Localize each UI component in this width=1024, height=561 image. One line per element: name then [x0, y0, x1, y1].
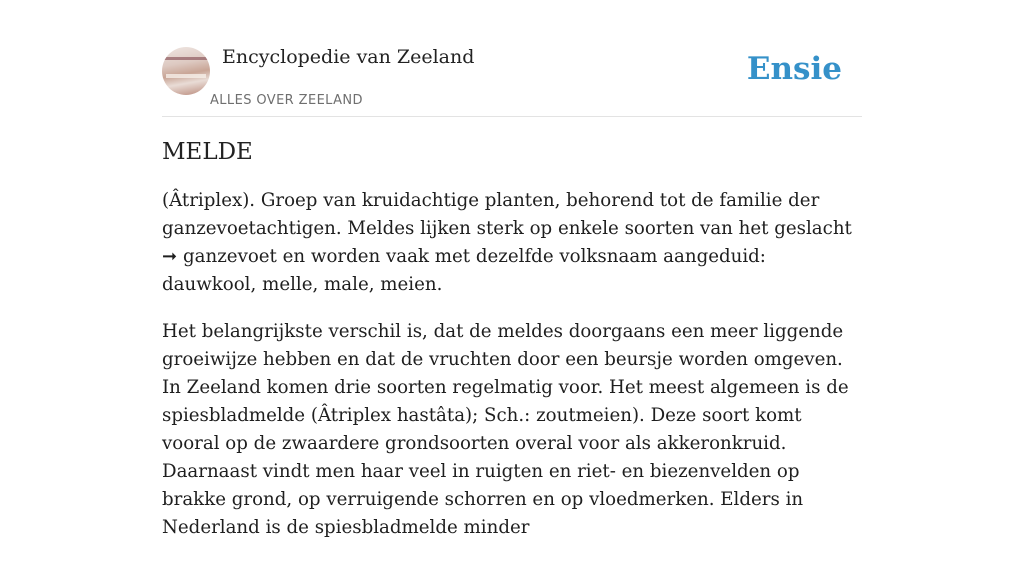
article [162, 139, 862, 561]
article-paragraph: Het belangrijkste verschil is, dat de meldes doorgaans een meer liggende groeiwijze hebben en dat de vruchten door een beursje worden omgeven. In Zeeland komen drie soorten regelmatig voor. Het meest algemeen is de spiesbladmelde (Âtriplex hastâta); Sch.: zoutmeien). Deze soort komt vooral op de zwaardere grondsoorten overal voor als akkeronkruid. Daarnaast vindt men haar veel in ruigten en riet- en biezenvelden op brakke grond, op verruigende schorren en op vloedmerken. Elders in Nederland is de spiesbladmelde minder [162, 321, 849, 538]
article-title: MELDE [162, 139, 253, 165]
site-title[interactable]: Encyclopedie van Zeeland [222, 46, 475, 68]
brand-logo[interactable]: Ensie [746, 51, 842, 87]
article-paragraph: (Âtriplex). Groep van kruidachtige planten, behorend tot de familie der ganzevoetachtigen. Meldes lijken sterk op enkele soorten van het geslacht ➞ ganzevoet en worden vaak met dezelfde volksnaam aangeduid: dauwkool, melle, male, meien. [162, 190, 852, 295]
site-tagline: ALLES OVER ZEELAND [210, 93, 363, 108]
site-header [162, 44, 862, 117]
avatar-stripe [164, 57, 208, 60]
site-avatar[interactable] [162, 47, 210, 95]
avatar-stripe [166, 74, 206, 78]
